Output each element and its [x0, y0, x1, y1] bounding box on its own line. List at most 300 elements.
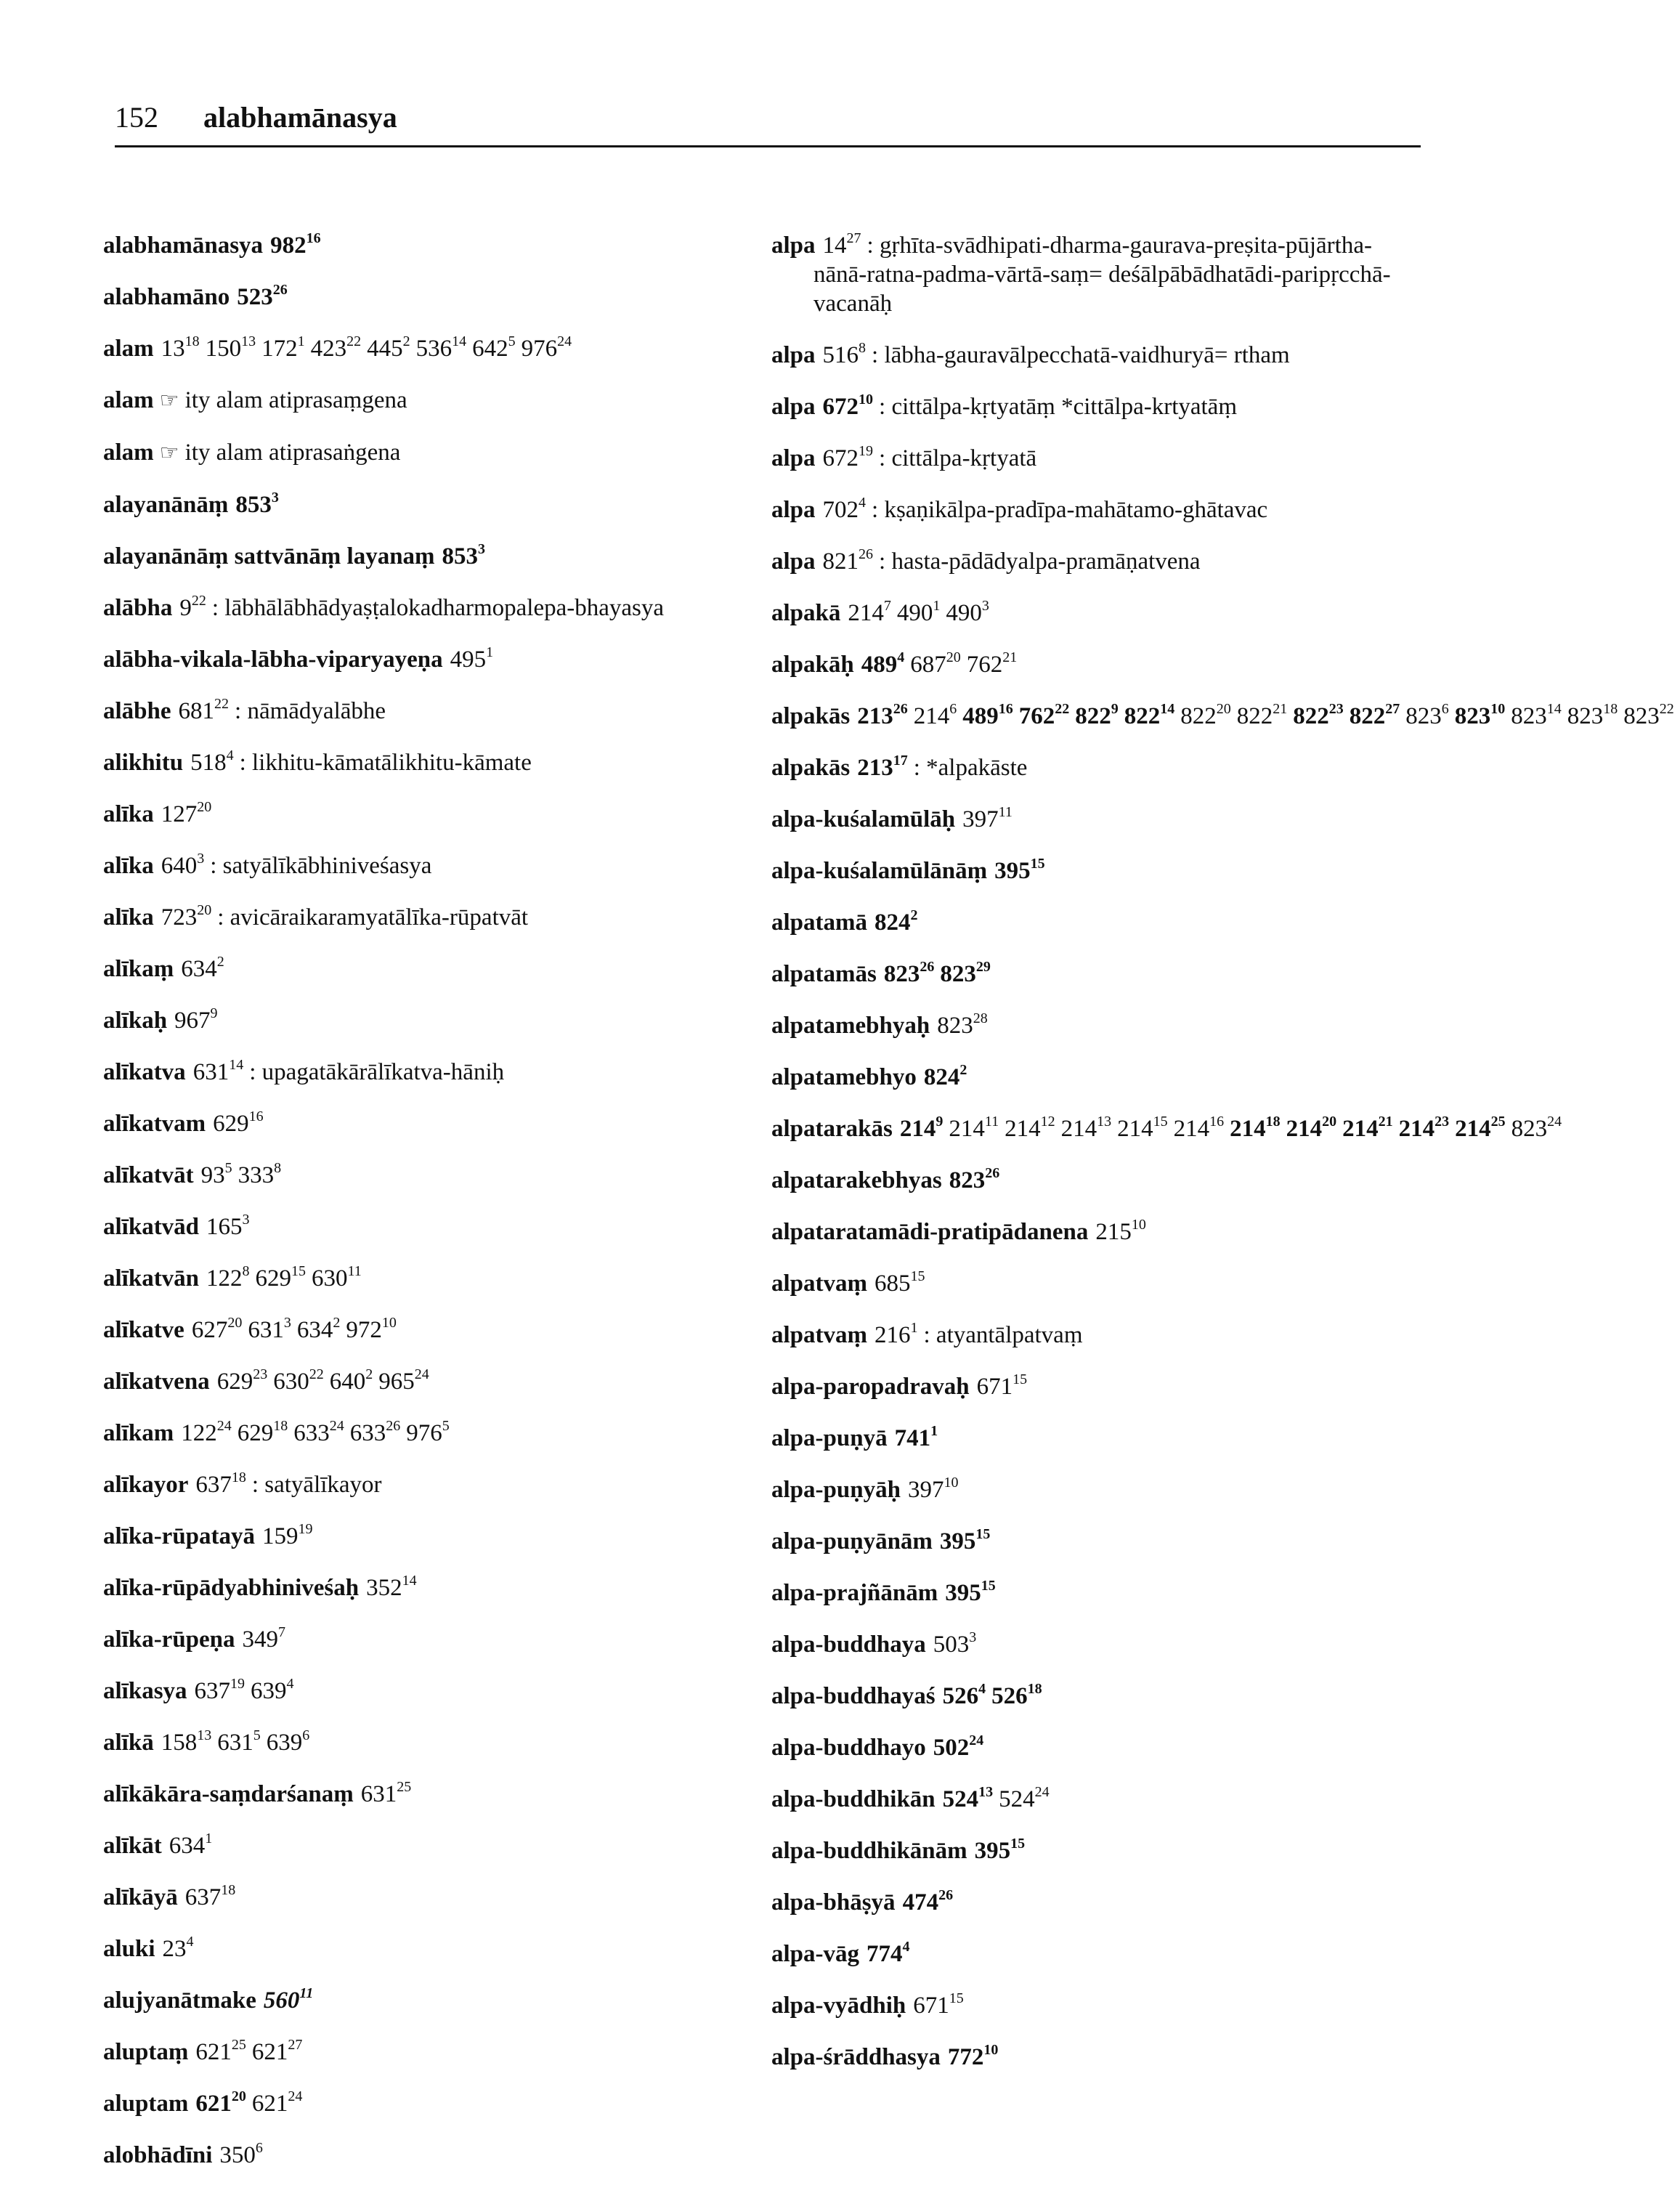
index-entry — [103, 2038, 757, 2067]
entry-citations — [857, 703, 1680, 729]
entry-headword: alīkatvam — [103, 1111, 206, 1137]
citation-reference — [1005, 1116, 1055, 1142]
entry-headword: alīkāt — [103, 1833, 162, 1859]
citation-reference — [823, 394, 874, 420]
citation-reference — [933, 1629, 977, 1658]
index-entry — [771, 1063, 1425, 1092]
citation-reference — [406, 1420, 450, 1446]
citation-reference — [1511, 1116, 1562, 1142]
index-entry — [103, 386, 757, 416]
citation-reference — [933, 1732, 984, 1761]
citation-reference — [1075, 703, 1119, 729]
citation-page: 640 — [329, 1369, 366, 1395]
citation-page: 213 — [857, 755, 893, 781]
citation-reference — [312, 1265, 362, 1292]
citation-line: 21 — [1002, 649, 1018, 665]
citation-reference — [206, 1265, 250, 1292]
entry-citations — [861, 649, 1023, 678]
index-entry — [103, 1264, 757, 1293]
citation-line: 18 — [1603, 701, 1618, 717]
citation-line: 6 — [949, 701, 957, 717]
index-entry — [103, 438, 757, 468]
citation-line: 26 — [893, 701, 908, 717]
running-head: alabhamānasya — [203, 101, 397, 134]
citation-page: 671 — [913, 1993, 949, 2019]
entry-headword: alpa-puṇyā — [771, 1425, 888, 1451]
citation-page: 671 — [976, 1374, 1013, 1400]
citation-reference — [310, 333, 362, 362]
see-reference-text: ity alam atiprasaṃgena — [184, 387, 407, 413]
index-entry — [771, 701, 1674, 731]
entry-citations — [161, 853, 211, 879]
entry-headword: alābhe — [103, 698, 171, 724]
entry-citations — [264, 1987, 319, 2014]
citation-line: 20 — [231, 2088, 246, 2104]
entry-citations — [216, 1366, 435, 1395]
index-entry — [771, 1939, 1425, 1969]
citation-line: 19 — [230, 1676, 245, 1692]
entry-headword: alpa — [771, 232, 816, 259]
citation-page: 823 — [1623, 703, 1660, 729]
index-entry — [771, 341, 1425, 370]
citation-line: 13 — [197, 1727, 212, 1743]
citation-reference — [1019, 703, 1070, 729]
citation-page: 333 — [238, 1162, 275, 1188]
citation-line: 6 — [1441, 701, 1449, 717]
citation-reference — [1174, 1116, 1225, 1142]
entry-citations — [201, 1162, 288, 1188]
index-entry — [103, 1831, 757, 1860]
citation-page: 524 — [942, 1786, 979, 1812]
index-entry — [771, 599, 1425, 628]
citation-page: 853 — [442, 543, 479, 569]
citation-reference — [861, 649, 905, 678]
citation-line: 16 — [1209, 1114, 1225, 1130]
entry-citations — [161, 904, 218, 931]
gloss-separator: : — [235, 698, 248, 724]
entry-citations — [161, 801, 218, 827]
entry-headword: alābha — [103, 595, 173, 621]
citation-page: 214 — [913, 703, 950, 729]
entry-headword: alpatamās — [771, 961, 877, 987]
citation-line: 15 — [1153, 1114, 1168, 1130]
citation-page: 214 — [949, 1116, 985, 1142]
citation-line: 1 — [933, 598, 941, 614]
citation-page: 495 — [450, 646, 487, 673]
citation-page: 685 — [875, 1270, 911, 1297]
entry-citations — [933, 1629, 983, 1658]
index-entry — [771, 1269, 1425, 1298]
entry-citations — [219, 2142, 269, 2168]
citation-reference — [1455, 1116, 1506, 1142]
entry-headword: alpa-buddhikānām — [771, 1838, 967, 1864]
citation-page: 214 — [848, 600, 884, 626]
entry-headword: alīka — [103, 904, 154, 931]
citation-page: 213 — [857, 703, 893, 729]
citation-page: 214 — [1230, 1116, 1266, 1142]
citation-reference — [914, 703, 957, 729]
entry-gloss: cittālpa-kṛtyatāṃ *cittālpa-krtyatāṃ — [891, 394, 1237, 420]
gloss-separator: : — [867, 232, 880, 259]
citation-reference — [264, 1987, 313, 2014]
citation-page: 822 — [1349, 703, 1386, 729]
citation-page: 214 — [1005, 1116, 1041, 1142]
citation-line: 22 — [214, 696, 230, 712]
citation-page: 214 — [1060, 1116, 1097, 1142]
citation-line: 26 — [859, 546, 874, 562]
citation-line: 14 — [1546, 701, 1562, 717]
entry-headword: alpakāḥ — [771, 652, 854, 678]
citation-page: 14 — [822, 232, 847, 259]
entry-citations — [857, 755, 914, 781]
citation-line: 9 — [936, 1114, 944, 1130]
index-entry — [103, 1006, 757, 1035]
citation-page: 395 — [994, 858, 1031, 884]
gloss-separator: : — [879, 445, 892, 471]
citation-reference — [195, 1678, 245, 1704]
entry-headword: alam — [103, 387, 154, 413]
index-entry — [771, 1836, 1425, 1865]
entry-headword: alīka — [103, 853, 154, 879]
citation-page: 976 — [406, 1420, 442, 1446]
citation-reference — [442, 543, 486, 569]
citation-page: 630 — [273, 1369, 309, 1395]
citation-line: 4 — [897, 649, 905, 665]
entry-citations — [192, 1317, 402, 1343]
entry-citations — [867, 1941, 916, 1967]
citation-page: 397 — [907, 1477, 944, 1503]
citation-reference — [251, 2088, 303, 2117]
entry-citations — [924, 1064, 973, 1090]
citation-reference — [994, 858, 1045, 884]
index-entry — [771, 392, 1425, 421]
entry-citations — [913, 1990, 970, 2019]
citation-line: 12 — [1040, 1114, 1055, 1130]
citation-line: 15 — [1030, 856, 1045, 872]
index-entry — [771, 1578, 1425, 1608]
citation-reference — [163, 1936, 194, 1962]
entry-headword: alpa-paropadravaḥ — [771, 1374, 970, 1400]
citation-page: 972 — [346, 1317, 382, 1343]
citation-reference — [329, 1366, 373, 1395]
entry-headword: aluki — [103, 1936, 155, 1962]
citation-page: 122 — [206, 1265, 243, 1292]
citation-page: 823 — [1567, 703, 1604, 729]
index-entry — [103, 1677, 757, 1706]
entry-citations — [975, 1838, 1031, 1864]
entry-headword: alpa-prajñānām — [771, 1580, 938, 1606]
citation-line: 1 — [297, 333, 305, 349]
citation-page: 634 — [181, 956, 217, 982]
citation-reference — [1567, 703, 1618, 729]
citation-reference — [949, 1116, 999, 1142]
citation-page: 621 — [195, 2091, 232, 2117]
citation-page: 214 — [1398, 1116, 1435, 1142]
citation-reference — [1230, 1116, 1281, 1142]
citation-line: 3 — [271, 490, 279, 506]
citation-reference — [237, 284, 288, 310]
gloss-separator: : — [872, 497, 885, 523]
citation-reference — [238, 1162, 282, 1188]
citation-line: 18 — [184, 333, 200, 349]
citation-reference — [367, 333, 410, 362]
entry-headword: alpa — [771, 445, 816, 471]
entry-headword: alpa — [771, 548, 816, 575]
entry-citations — [450, 646, 500, 673]
citation-line: 26 — [938, 1887, 954, 1903]
citation-line: 7 — [278, 1624, 286, 1640]
entry-citations — [848, 600, 995, 626]
citation-line: 9 — [1111, 701, 1119, 717]
see-reference-icon: ☞ — [159, 441, 179, 465]
citation-reference — [262, 1523, 313, 1549]
entry-headword: alpa-buddhayo — [771, 1735, 926, 1761]
citation-line: 1 — [910, 1320, 918, 1336]
citation-page: 352 — [366, 1575, 402, 1601]
citation-line: 18 — [273, 1418, 288, 1434]
index-entry — [771, 1527, 1425, 1556]
citation-line: 15 — [949, 1990, 964, 2006]
index-entry — [103, 231, 757, 260]
citation-page: 621 — [251, 2039, 288, 2065]
citation-reference — [219, 2142, 263, 2168]
entry-citations — [181, 1420, 455, 1446]
entry-headword: alam — [103, 336, 154, 362]
entry-citations — [940, 1528, 997, 1555]
citation-reference — [1511, 703, 1562, 729]
citation-line: 24 — [288, 2088, 303, 2104]
citation-reference — [1124, 703, 1175, 729]
citation-reference — [206, 1214, 250, 1240]
citation-reference — [1237, 703, 1288, 729]
citation-page: 349 — [242, 1626, 279, 1653]
citation-line: 4 — [978, 1681, 986, 1697]
citation-reference — [975, 1838, 1026, 1864]
entry-citations — [179, 595, 212, 621]
citation-line: 24 — [216, 1418, 232, 1434]
citation-reference — [1405, 703, 1449, 729]
index-entry — [103, 1934, 757, 1963]
citation-page: 214 — [1117, 1116, 1153, 1142]
citation-reference — [273, 1366, 324, 1395]
citation-page: 122 — [181, 1420, 217, 1446]
citation-reference — [1061, 1116, 1112, 1142]
entry-citations — [976, 1371, 1034, 1400]
citation-page: 621 — [251, 2091, 288, 2117]
citation-line: 22 — [309, 1366, 324, 1382]
entry-citations — [823, 497, 872, 523]
entry-headword: alīkāyā — [103, 1884, 178, 1910]
citation-page: 822 — [1180, 703, 1217, 729]
citation-reference — [903, 1889, 954, 1916]
citation-line: 24 — [969, 1732, 984, 1748]
citation-line: 20 — [1322, 1114, 1337, 1130]
citation-reference — [940, 961, 991, 987]
citation-page: 631 — [192, 1059, 230, 1085]
entry-headword: alobhādīni — [103, 2142, 213, 2168]
entry-headword: alpa — [771, 497, 816, 523]
entry-headword: aluptam — [103, 2091, 189, 2117]
citation-line: 2 — [333, 1315, 341, 1331]
index-entry — [771, 1321, 1425, 1350]
citation-line: 25 — [231, 2037, 246, 2053]
citation-line: 18 — [1027, 1681, 1042, 1697]
entry-citations — [875, 1270, 931, 1297]
citation-line: 16 — [306, 230, 321, 246]
gloss-separator: : — [210, 853, 223, 879]
entry-headword: alabhamāno — [103, 284, 230, 310]
citation-reference — [991, 1683, 1042, 1709]
citation-page: 445 — [367, 336, 403, 362]
citation-line: 10 — [381, 1315, 397, 1331]
entry-headword: alpatarakebhyas — [771, 1167, 942, 1193]
citation-line: 26 — [920, 959, 935, 975]
citation-line: 17 — [893, 753, 908, 769]
citation-line: 23 — [253, 1366, 268, 1382]
citation-line: 1 — [486, 644, 494, 660]
citation-page: 395 — [945, 1580, 981, 1606]
citation-line: 4 — [226, 747, 234, 763]
entry-citations — [908, 1477, 965, 1503]
citation-reference — [252, 2039, 303, 2065]
index-entry — [771, 960, 1425, 989]
citation-reference — [884, 961, 935, 987]
citation-line: 3 — [969, 1629, 977, 1645]
citation-reference — [823, 342, 867, 368]
citation-line: 2 — [959, 1062, 967, 1078]
citation-line: 27 — [288, 2037, 303, 2053]
index-entry — [771, 856, 1425, 885]
citation-reference — [875, 909, 918, 936]
citation-line: 22 — [346, 333, 362, 349]
entry-headword: alīka-rūpādyabhiniveśaḥ — [103, 1575, 360, 1601]
entry-citations — [948, 2044, 1005, 2070]
citation-reference — [867, 1941, 910, 1967]
citation-line: 3 — [981, 598, 989, 614]
citation-line: 13 — [1097, 1114, 1112, 1130]
citation-line: 25 — [1490, 1114, 1506, 1130]
citation-page: 630 — [312, 1265, 348, 1292]
citation-page: 516 — [822, 342, 859, 368]
index-entry — [103, 2141, 757, 2170]
citation-page: 503 — [933, 1632, 970, 1658]
citation-page: 395 — [939, 1528, 976, 1555]
citation-reference — [962, 703, 1013, 729]
gloss-separator: : — [879, 548, 892, 575]
index-entry — [103, 1625, 757, 1654]
citation-line: 2 — [910, 907, 918, 923]
citation-reference — [350, 1420, 401, 1446]
citation-line: 25 — [397, 1779, 412, 1795]
citation-reference — [999, 1786, 1050, 1812]
citation-line: 3 — [242, 1212, 250, 1228]
entry-headword: alam — [103, 439, 154, 466]
index-entry — [103, 1883, 757, 1912]
citation-page: 824 — [875, 909, 911, 936]
entry-headword: alīkatvān — [103, 1265, 200, 1292]
citation-line: 11 — [984, 1114, 999, 1130]
index-entry — [103, 903, 757, 932]
citation-page: 526 — [942, 1683, 979, 1709]
entry-headword: alīkatvāt — [103, 1162, 194, 1188]
citation-page: 397 — [962, 806, 999, 832]
index-entry — [771, 1733, 1425, 1762]
citation-line: 20 — [227, 1315, 243, 1331]
citation-page: 822 — [1236, 703, 1273, 729]
citation-page: 93 — [200, 1162, 225, 1188]
citation-line: 5 — [442, 1418, 450, 1434]
index-entry — [103, 1161, 757, 1190]
citation-line: 11 — [998, 804, 1013, 820]
citation-page: 490 — [946, 600, 982, 626]
entry-headword: alabhamānasya — [103, 232, 264, 259]
citation-reference — [248, 1317, 291, 1343]
citation-line: 14 — [1160, 701, 1175, 717]
entry-citations — [174, 1005, 224, 1034]
citation-reference — [174, 1005, 218, 1034]
citation-reference — [195, 2039, 246, 2065]
index-entry — [771, 1011, 1425, 1040]
entry-citations — [206, 1214, 256, 1240]
citation-page: 631 — [248, 1317, 284, 1343]
entry-headword: alīkākāra-saṃdarśanaṃ — [103, 1781, 354, 1807]
entry-citations — [875, 909, 924, 936]
citation-line: 8 — [859, 340, 867, 356]
entry-gloss: satyālīkayor — [264, 1472, 382, 1498]
citation-line: 24 — [329, 1418, 344, 1434]
index-entry — [771, 444, 1425, 473]
citation-reference — [913, 1990, 964, 2019]
citation-reference — [966, 649, 1018, 678]
citation-reference — [1342, 1116, 1393, 1142]
entry-citations — [361, 1781, 418, 1807]
citation-line: 9 — [210, 1005, 218, 1021]
citation-page: 423 — [310, 336, 347, 362]
citation-line: 28 — [973, 1010, 988, 1026]
entry-headword: alīkasya — [103, 1678, 187, 1704]
entry-citations — [181, 956, 230, 982]
citation-reference — [940, 1528, 991, 1555]
citation-reference — [823, 497, 867, 523]
entry-citations — [237, 284, 293, 310]
index-entry — [771, 1217, 1425, 1247]
citation-line: 15 — [910, 1268, 925, 1284]
citation-page: 23 — [162, 1936, 187, 1962]
citation-reference — [195, 2088, 246, 2117]
citation-page: 967 — [174, 1008, 211, 1034]
entry-headword: alpa — [771, 394, 816, 420]
index-entry — [771, 495, 1425, 524]
entry-citations — [945, 1580, 1002, 1606]
citation-reference — [213, 1108, 264, 1137]
citation-line: 22 — [1055, 701, 1070, 717]
gloss-separator: : — [211, 595, 225, 621]
citation-reference — [181, 1420, 232, 1446]
citation-reference — [179, 698, 230, 724]
index-entry — [771, 1682, 1425, 1711]
citation-page: 214 — [1455, 1116, 1491, 1142]
citation-reference — [910, 649, 961, 678]
citation-line: 20 — [1216, 701, 1231, 717]
citation-line: 15 — [291, 1263, 307, 1279]
entry-citations — [903, 1889, 959, 1916]
entry-citations — [943, 1786, 1055, 1812]
citation-reference — [823, 445, 874, 471]
entry-gloss: lābha-gauravālpecchatā-vaidhuryā= rtham — [884, 342, 1290, 368]
citation-line: 7 — [883, 598, 891, 614]
index-column-right — [771, 230, 1674, 2094]
citation-line: 3 — [197, 851, 205, 867]
